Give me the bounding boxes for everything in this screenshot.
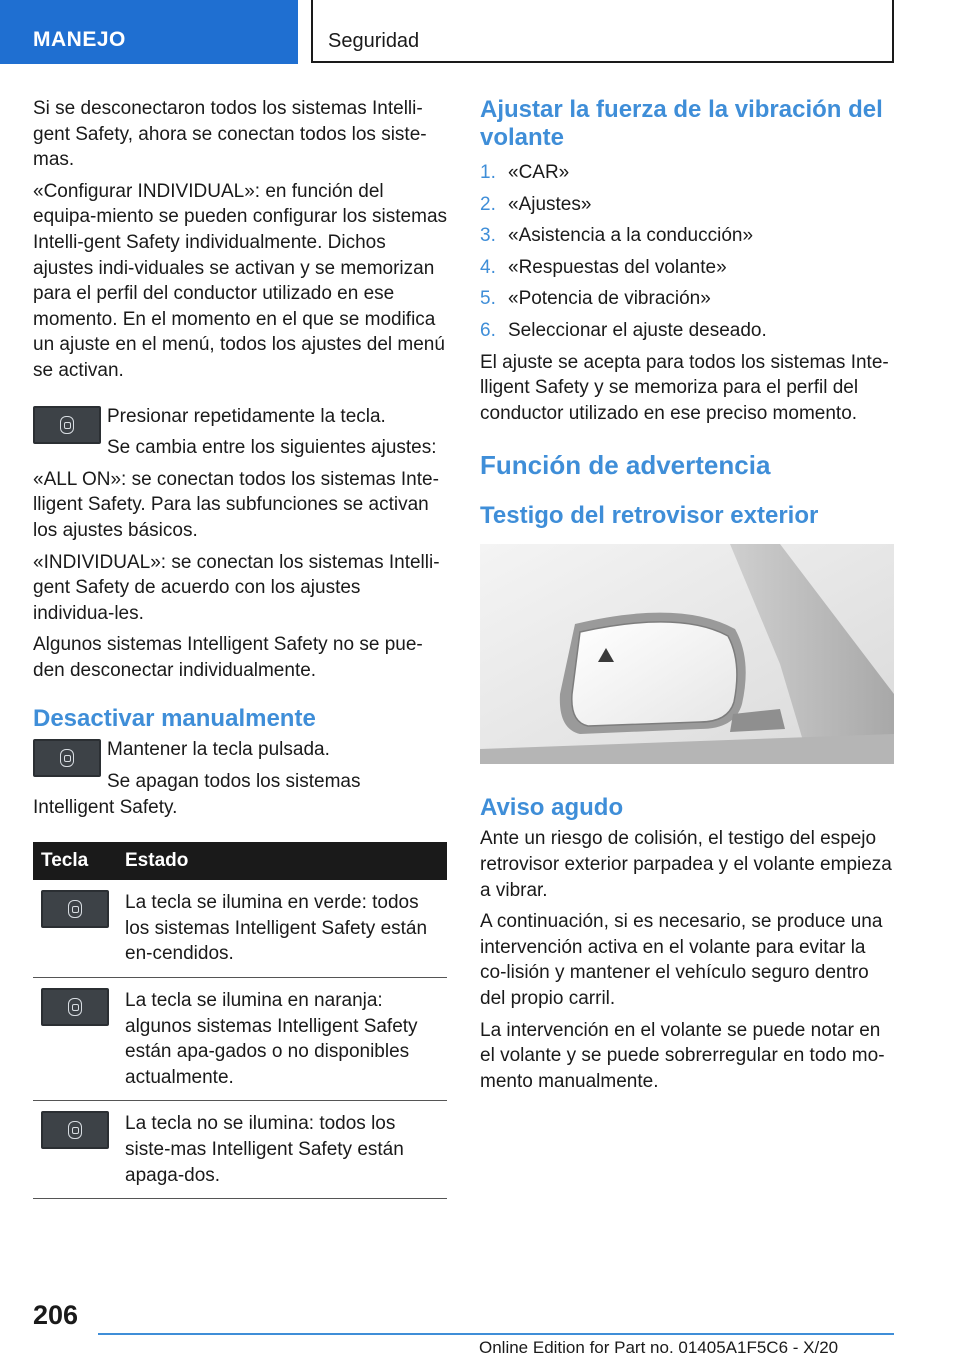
paragraph: El ajuste se acepta para todos los sistemas Inte-lligent Safety y se memoriza para el perfil del conductor utilizado en ese preciso momento.: [480, 351, 889, 424]
paragraph: «Configurar INDIVIDUAL»: en función del equipa-miento se pueden configurar los sistemas Intelli-gent Safety individualmente. Dichos ajustes indi-viduales se activan y se memorizan para el perfil del conductor utilizado en ese momento. En el momento en el que se modifica un ajuste en el menú, todos los ajustes del menú se activan.: [33, 180, 448, 381]
paragraph: Si se desconectaron todos los sistemas Intelli-gent Safety, ahora se conectan todos los siste-mas.: [33, 98, 427, 171]
table-row: [33, 978, 447, 1101]
paragraph: La intervención en el volante se puede notar en el volante y se puede sobrerregular en todo mo-mento manualmente.: [480, 1019, 885, 1092]
table-row: [33, 880, 447, 977]
instruction-text: Mantener la tecla pulsada.: [107, 739, 330, 761]
section-label: MANEJO: [33, 28, 126, 51]
table-cell: La tecla se ilumina en naranja: algunos sistemas Intelligent Safety están apa-gados o no disponibles actualmente.: [117, 978, 447, 1101]
table-row: [33, 1101, 447, 1199]
list-item: 1. «CAR»: [480, 162, 570, 183]
page-title: Seguridad: [328, 30, 420, 52]
paragraph: A continuación, si es necesario, se produce una intervención activa en el volante para evitar la co-lisión y mantener el vehículo seguro dentro del propio carril.: [480, 911, 883, 1009]
table-cell: La tecla no se ilumina: todos los siste-mas Intelligent Safety están apaga-dos.: [117, 1101, 447, 1199]
instruction-press: [33, 404, 447, 461]
heading-vibration: Ajustar la fuerza de la vibración del volante: [480, 96, 883, 151]
table-cell: La tecla se ilumina en verde: todos los sistemas Intelligent Safety están en-cendidos.: [117, 880, 447, 977]
footer-divider: [98, 1333, 894, 1335]
instruction-hold: [33, 737, 447, 763]
table-header-state: Estado: [117, 842, 447, 880]
intelligent-safety-button-icon: [41, 890, 109, 928]
list-item: 6. Seleccionar el ajuste deseado.: [480, 319, 767, 341]
heading-warning-function: Función de advertencia: [480, 450, 771, 481]
paragraph: Se apagan todos los sistemas Intelligent Safety.: [33, 771, 361, 818]
side-mirror-illustration: [480, 544, 894, 764]
paragraph: «INDIVIDUAL»: se conectan los sistemas Intelli-gent Safety de acuerdo con los ajustes individua-les.: [33, 551, 440, 624]
intelligent-safety-button-icon: [33, 406, 101, 444]
paragraph: «ALL ON»: se conectan todos los sistemas Inte-lligent Safety. Para las subfunciones se activan los ajustes básicos.: [33, 468, 439, 541]
paragraph: Ante un riesgo de colisión, el testigo del espejo retrovisor exterior parpadea y el volante empieza a vibrar.: [480, 828, 892, 901]
page-number: 206: [33, 1300, 79, 1330]
section-tab: [0, 0, 298, 64]
list-item: 4. «Respuestas del volante»: [480, 256, 727, 278]
footer-edition: Online Edition for Part no. 01405A1F5C6 - X/20: [479, 1338, 839, 1357]
steps-list: [480, 160, 894, 344]
list-item: 5. «Potencia de vibración»: [480, 288, 711, 310]
intelligent-safety-button-icon: [41, 988, 109, 1026]
list-item: 3. «Asistencia a la conducción»: [480, 225, 754, 247]
heading-mirror-indicator: Testigo del retrovisor exterior: [480, 502, 819, 530]
left-column: [33, 96, 447, 1199]
intelligent-safety-button-icon: [41, 1111, 109, 1149]
heading-manual-off: Desactivar manualmente: [33, 705, 316, 733]
instruction-text: Se cambia entre los siguientes ajustes:: [107, 437, 437, 459]
paragraph: Algunos sistemas Intelligent Safety no se pue-den desconectar individualmente.: [33, 634, 423, 681]
table-header-key: Tecla: [33, 842, 117, 880]
right-column: [480, 96, 894, 1100]
intelligent-safety-button-icon: [33, 739, 101, 777]
button-state-table: [33, 842, 447, 1199]
page-header: [311, 0, 894, 63]
list-item: 2. «Ajustes»: [480, 193, 592, 215]
instruction-text: Presionar repetidamente la tecla.: [107, 405, 386, 427]
heading-acute-warning: Aviso agudo: [480, 794, 624, 822]
